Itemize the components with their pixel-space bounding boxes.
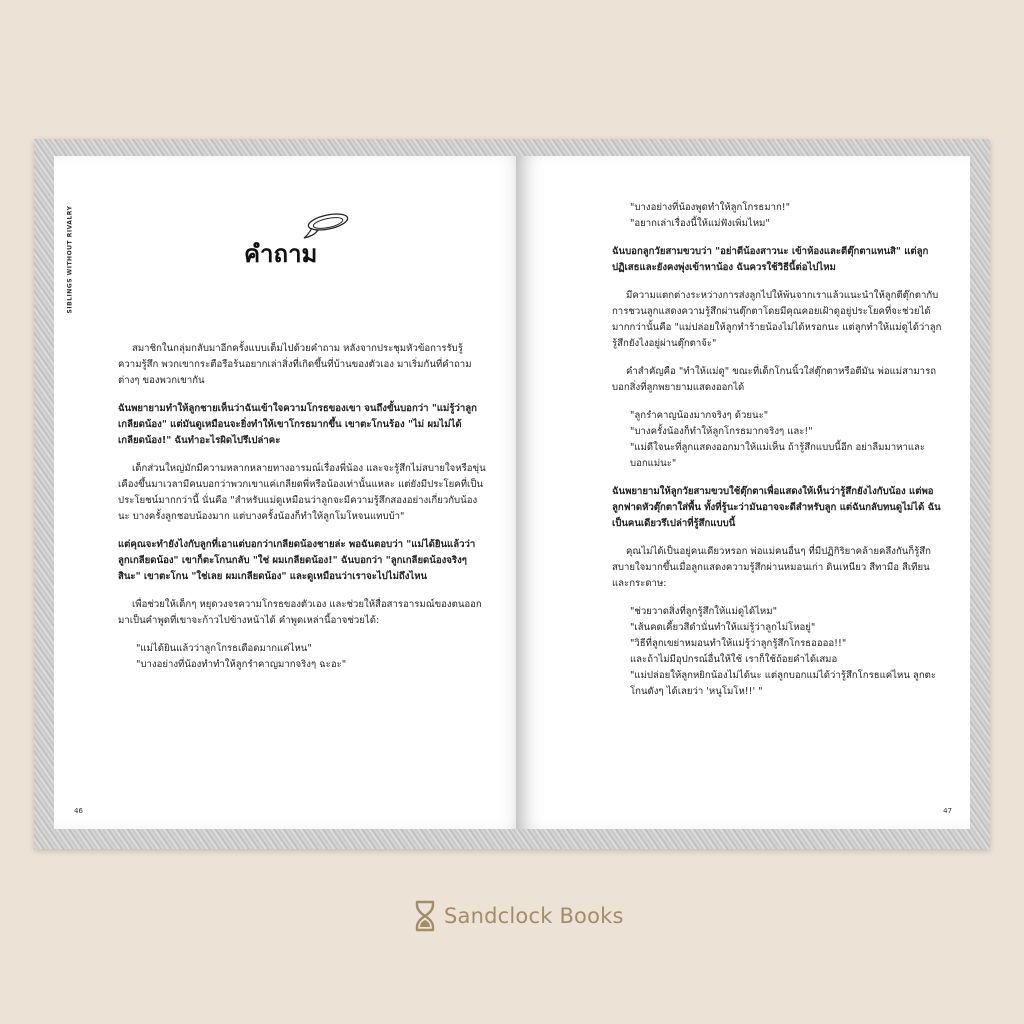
- body-paragraph: สมาชิกในกลุ่มกลับมาอีกครั้งแบบเต็มไปด้วยคำถาม หลังจากประชุมหัวข้อการรับรู้ความรู้สึก พวกเขากระตือรือร้นอยากเล่าสิ่งที่เกิดขึ้นที่บ้านของตัวเอง มาเริ่มกันที่คำถามต่างๆ ของพวกเขากัน: [118, 343, 472, 386]
- quote-line: "บางครั้งน้องก็ทำให้ลูกโกรธมากจริงๆ และ!": [630, 426, 813, 437]
- chapter-title: คำถาม: [244, 239, 318, 268]
- quote-line: "แม่ได้ยินแล้วว่าลูกโกรธเดือดมากแค่ไหน": [136, 643, 312, 654]
- question-paragraph: ฉันบอกลูกวัยสามขวบว่า "อย่าตีน้องสาวนะ เข้าห้องและตีตุ๊กตาแทนสิ" แต่ลูกปฏิเสธและยังคงพุ่งเข้าหาน้อง ฉันควรใช้วิธีนี้ต่อไปไหม: [612, 246, 929, 273]
- body-paragraph: เด็กส่วนใหญ่มักมีความหลากหลายทางอารมณ์เรื่องพี่น้อง และจะรู้สึกไม่สบายใจหรือขุ่นเคืองขึ้นมาเวลามีคนบอกว่าพวกเขาแค่เกลียดพี่หรือน้องเท่านั้นแหละ แต่ยังมีประโยคที่เป็นประโยชน์มากกว่านี้ นั่นคือ "สำหรับแม่ดูเหมือนว่าลูกจะมีความรู้สึกสองอย่างเกี่ยวกับน้องนะ บางครั้งลูกชอบน้องมาก แต่บางครั้งน้องก็ทำให้ลูกโมโหจนแทบบ้า": [118, 463, 486, 522]
- question-paragraph: ฉันพยายามให้ลูกวัยสามขวบใช้ตุ๊กตาเพื่อแสดงให้เห็นว่ารู้สึกยังไงกับน้อง แต่พอลูกฟาดหัวตุ๊กตาใส่พื้น ทั้งที่รู้นะว่ามันอาจจะดีสำหรับลูก แต่ฉันกลับทนดูไม่ได้ ฉันเป็นคนเดียวรึเปล่าที่รู้สึกแบบนี้: [612, 486, 941, 529]
- brand-footer: [414, 896, 624, 936]
- left-page: [54, 156, 528, 829]
- body-paragraph: เพื่อช่วยให้เด็กๆ หยุดวงจรความโกรธของตัวเอง และช่วยให้สื่อสารอารมณ์ของตนออกมาเป็นคำพูดที่เขาจะก้าวไปข้างหน้าได้ คำพูดเหล่านี้อาจช่วยได้:: [118, 599, 482, 626]
- quote-line: "ลูกรำคาญน้องมากจริงๆ ด้วยนะ": [630, 410, 769, 421]
- quote-line: และถ้าไม่มีอุปกรณ์อื่นให้ใช้ เราก็ใช้ถ้อยคำได้เสมอ: [630, 654, 838, 665]
- question-paragraph: แต่คุณจะทำยังไงกับลูกที่เอาแต่บอกว่าเกลียดน้องชายล่ะ พอฉันตอบว่า "แม่ได้ยินแล้วว่าลูกเกลียดน้อง" เขาก็ตะโกนกลับ "ใช่ ผมเกลียดน้อง!" ฉันบอกว่า "ลูกเกลียดน้องจริงๆ สินะ" เขาตะโกน "ใช่เลย ผมเกลียดน้อง" และดูเหมือนว่าเราจะไปไม่ถึงไหน: [118, 539, 476, 582]
- quote-line: "แม่ดีใจนะที่ลูกแสดงออกมาให้แม่เห็น ถ้ารู้สึกแบบนี้อีก อย่าลืมมาหาและบอกแม่นะ": [630, 442, 926, 469]
- body-paragraph: มีความแตกต่างระหว่างการส่งลูกไปให้พ้นจากเราแล้วแนะนำให้ลูกตีตุ๊กตากับการชวนลูกแสดงความรู้สึกผ่านตุ๊กตาโดยมีคุณคอยเฝ้าดูอยู่ประโยคที่จะช่วยได้มากกว่านั้นคือ "แม่ปล่อยให้ลูกทำร้ายน้องไม่ได้หรอกนะ แต่ลูกทำให้แม่ดูได้ว่าลูกรู้สึกยังไงอยู่ผ่านตุ๊กตาจ้ะ": [612, 290, 942, 349]
- quote-line: "ช่วยวาดสิ่งที่ลูกรู้สึกให้แม่ดูได้ไหม": [630, 606, 777, 617]
- hourglass-logo-icon: [414, 900, 436, 932]
- left-page-body: [118, 341, 486, 673]
- page-number-left: 46: [74, 807, 83, 815]
- brand-name: Sandclock Books: [444, 904, 624, 928]
- running-head-spine-label: SIBLINGS WITHOUT RIVALRY: [66, 205, 74, 314]
- question-paragraph: ฉันพยายามทำให้ลูกชายเห็นว่าฉันเข้าใจความโกรธของเขา จนถึงขั้นบอกว่า "แม่รู้ว่าลูกเกลียดน้อง" แต่มันดูเหมือนจะยิ่งทำให้เขาโกรธมากขึ้น เขาตะโกนร้อง "ไม่ ผมไม่ได้เกลียดน้อง!" ฉันทำอะไรผิดไปรึเปล่าคะ: [118, 403, 477, 446]
- page-number-right: 47: [943, 807, 952, 815]
- right-page-body: [612, 200, 942, 700]
- quote-line: "เส้นคดเคี้ยวสีดำนั่นทำให้แม่รู้ว่าลูกไม่โหอยู่": [630, 622, 816, 633]
- body-paragraph: คำสำคัญคือ "ทำให้แม่ดู" ขณะที่เด็กโกนนิ้วใส่ตุ๊กตาหรือตีมัน พ่อแม่สามารถบอกสิ่งที่ลูกพยายามแสดงออกได้: [612, 366, 937, 393]
- open-book-spread: [34, 139, 990, 849]
- quote-line: "อยากเล่าเรื่องนี้ให้แม่ฟังเพิ่มไหม": [630, 218, 770, 229]
- quote-line: "บางอย่างที่น้องพูดทำให้ลูกโกรธมาก!": [630, 202, 791, 213]
- quote-line: "แม่ปล่อยให้ลูกหยิกน้องไม่ได้นะ แต่ลูกบอกแม่ได้ว่ารู้สึกโกรธแค่ไหน ลูกตะโกนดังๆ ได้เลยว่า 'หนูโมโห!!' ": [630, 670, 937, 697]
- right-page: [516, 156, 970, 829]
- quote-line: "บางอย่างที่น้องทำทำให้ลูกรำคาญมากจริงๆ ฉะอะ": [136, 659, 347, 670]
- quote-line: "วิธีที่ลูกเขย่าหมอนทำให้แม่รู้ว่าลูกรู้สึกโกรธออออ!!": [630, 638, 847, 649]
- body-paragraph: คุณไม่ได้เป็นอยู่คนเดียวหรอก พ่อแม่คนอื่นๆ ที่มีปฏิกิริยาคล้ายคลึงกันก็รู้สึกสบายใจมากขึ้นเมื่อลูกแสดงความรู้สึกผ่านหมอนเก่า ดินเหนียว สีทามือ สีเทียน และกระดาษ:: [612, 546, 931, 589]
